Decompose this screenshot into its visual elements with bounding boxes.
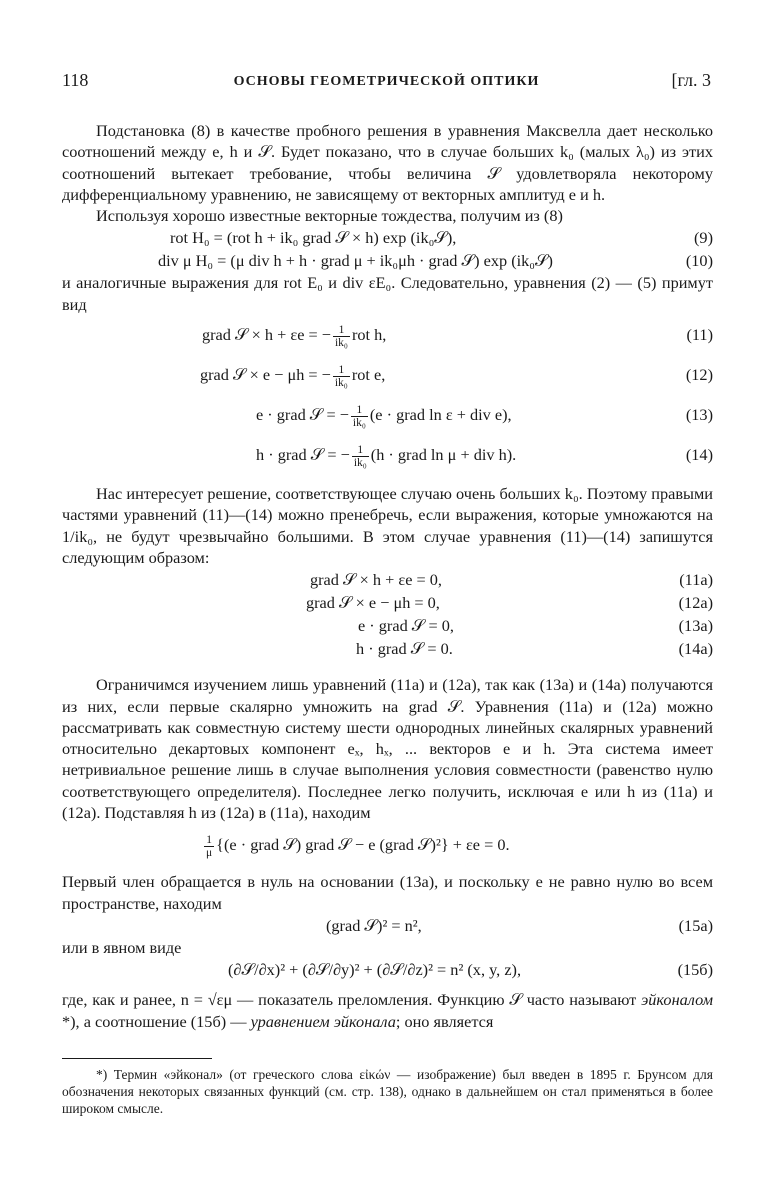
equation-15a (62, 914, 713, 937)
equation-number: (9) (694, 228, 713, 248)
equation-number: (11a) (679, 570, 713, 590)
equation-13a (62, 614, 713, 637)
running-title: ОСНОВЫ ГЕОМЕТРИЧЕСКОЙ ОПТИКИ (233, 74, 540, 89)
equation-10 (62, 249, 713, 272)
equation-formula: grad 𝒮 × e − μh = − $\frac{1}{\text{ik₀}}$ rot e, (200, 363, 386, 389)
equation-formula: $\frac{1}{\mu}$ {(e · grad 𝒮) grad 𝒮 − e (grad 𝒮)²} + εe = 0. (206, 834, 510, 860)
footnote-divider (62, 1058, 212, 1059)
equation-formula: (grad 𝒮)² = n², (326, 915, 422, 935)
paragraph: Используя хорошо известные векторные тождества, получим из (8) (96, 206, 563, 226)
term-eikonal: эйконалом (641, 990, 713, 1010)
paragraph: Подстановка (8) в качестве пробного решения в уравнения Максвелла дает несколько соотношений между e, h и 𝒮. Будет показано, что в случае больших k₀ (малых λ₀) из этих соотношений вытекает требование, чтобы величина 𝒮 удовлетворяла некоторому дифференциальному уравнению, не зависящему от векторных амплитуд e и h. (62, 121, 713, 204)
equation-number: (13) (685, 405, 713, 425)
equation-formula: div μ H₀ = (μ div h + h · grad μ + ik₀μh · grad 𝒮) exp (ik₀𝒮) (158, 251, 553, 271)
equation-12a (62, 591, 713, 614)
equation-formula: e · grad 𝒮 = 0, (358, 616, 454, 636)
fraction: $\frac{1}{\text{ik₀}}$ (334, 363, 348, 389)
equation-formula: grad 𝒮 × h + εe = − $\frac{1}{\text{ik₀}}$ rot h, (202, 323, 387, 349)
equation-number: (14a) (678, 639, 713, 659)
paragraph: Первый член обращается в нуль на основании (13a), и поскольку e не равно нулю во всем пространстве, находим (62, 872, 713, 913)
equation-15b (62, 958, 713, 981)
running-header (62, 70, 711, 94)
equation-formula: h · grad 𝒮 = 0. (356, 639, 453, 659)
equation-formula: rot H₀ = (rot h + ik₀ grad 𝒮 × h) exp (ik₀𝒮), (170, 228, 457, 248)
footnote: *) Термин «эйконал» (от греческого слова εἰκών — изображение) был введен в 1895 г. Брунсом для обозначения некоторых связанных функций (см. стр. 138), однако в дальнейшем он стал применяться в более широком смысле. (62, 1067, 713, 1116)
equation-formula: e · grad 𝒮 = − $\frac{1}{\text{ik₀}}$ (e · grad ln ε + div e), (256, 403, 512, 429)
fraction: $\frac{1}{\text{ik₀}}$ (352, 403, 366, 429)
equation-11a (62, 568, 713, 591)
equation-number: (13a) (678, 616, 713, 636)
chapter-marker: [гл. 3 (671, 70, 711, 90)
paragraph: Ограничимся изучением лишь уравнений (11a) и (12a), так как (13a) и (14a) получаются из них, если первые скалярно умножить на grad 𝒮. Уравнения (11a) и (12a) можно рассматривать как совместную систему шести однородных линейных скалярных уравнений относительно декартовых компонент eₓ, hₓ, ... векторов e и h. Эта система имеет нетривиальное решение лишь в случае выполнения условия совместности (равенство нулю соответствующего определителя). Последнее легко получить, исключая e или h из (11a) и (12a). Подставляя h из (12a) в (11a), находим (62, 675, 713, 823)
paragraph: где, как и ранее, n = √εμ — показатель преломления. Функцию 𝒮 часто называют эйконалом *), а соотношение (15б) — уравнением эйконала; оно является (62, 990, 713, 1031)
equation-number: (10) (685, 251, 713, 271)
equation-number: (15a) (678, 915, 713, 935)
equation-number: (12) (685, 365, 713, 385)
equation-14a (62, 637, 713, 660)
fraction: $\frac{1}{\text{ik₀}}$ (334, 323, 348, 349)
equation-9 (62, 226, 713, 249)
equation-number: (12a) (678, 593, 713, 613)
page-number: 118 (62, 70, 89, 90)
equation-number: (14) (685, 445, 713, 465)
paragraph: или в явном виде (62, 937, 182, 957)
paragraph: Нас интересует решение, соответствующее случаю очень больших k₀. Поэтому правыми частями уравнений (11)—(14) можно пренебречь, если выражения, которые умножаются на 1/ik₀, не будут чрезвычайно большими. В этом случае уравнения (11)—(14) запишутся следующим образом: (62, 484, 713, 567)
equation-13 (62, 395, 713, 435)
fraction: $\frac{1}{\mu}$ (206, 834, 213, 860)
paragraph: и аналогичные выражения для rot E₀ и div εE₀. Следовательно, уравнения (2) — (5) примут вид (62, 273, 713, 314)
equation-number: (11) (686, 325, 713, 345)
equation-12 (62, 355, 713, 395)
fraction: $\frac{1}{\text{ik₀}}$ (353, 443, 367, 469)
equation-14 (62, 435, 713, 475)
equation-number: (15б) (677, 960, 713, 980)
equation-formula: h · grad 𝒮 = − $\frac{1}{\text{ik₀}}$ (h · grad ln μ + div h). (256, 443, 517, 469)
equation-formula: grad 𝒮 × h + εe = 0, (310, 570, 442, 590)
equation-formula: (∂𝒮/∂x)² + (∂𝒮/∂y)² + (∂𝒮/∂z)² = n² (x, y, z), (228, 960, 522, 980)
equation-formula: grad 𝒮 × e − μh = 0, (306, 593, 440, 613)
term-eikonal-equation: уравнением эйконала (250, 1011, 396, 1031)
page-body (62, 120, 713, 1032)
equation-11 (62, 315, 713, 355)
equation-substitution (62, 823, 713, 867)
